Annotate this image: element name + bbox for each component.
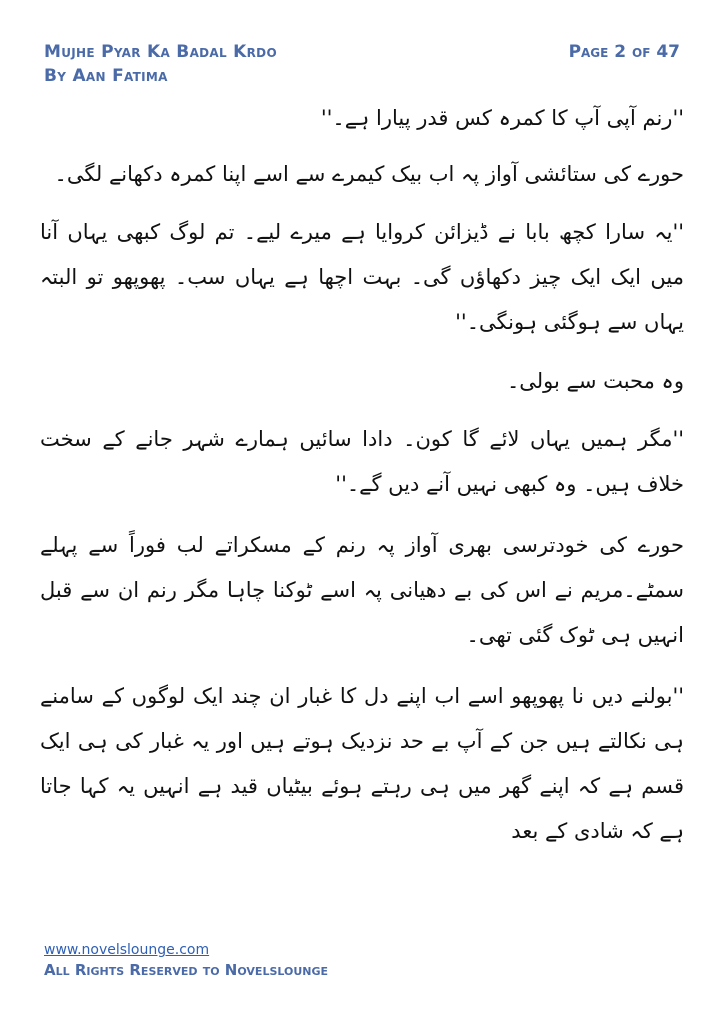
novel-body <box>40 98 684 870</box>
paragraph-1: ''رنم آپی آپ کا کمرہ کس قدر پیارا ہے۔'' <box>320 106 684 130</box>
paragraph-2: حورے کی ستائشی آواز پہ اب بیک کیمرے سے اسے اپنا کمرہ دکھانے لگی۔ <box>54 162 684 186</box>
paragraph-3: ''یہ سارا کچھ بابا نے ڈیزائن کروایا ہے میرے لیے۔ تم لوگ کبھی یہاں آنا میں ایک ایک چیز دکھاؤں گی۔ بہت اچھا ہے یہاں سب۔ پھوپھو تو البتہ یہاں سے ہوگئی ہونگی۔'' <box>40 220 684 334</box>
author-name: By Aan Fatima <box>44 66 168 86</box>
paragraph-6: حورے کی خودترسی بھری آواز پہ رنم کے مسکراتے لب فوراً سے پہلے سمٹے۔مریم نے اس کی بے دھیانی پہ اسے ٹوکنا چاہا مگر رنم ان سے قبل انہیں ہی ٹوک گئی تھی۔ <box>40 533 684 647</box>
page-header-left <box>44 40 277 88</box>
page-footer <box>44 940 328 980</box>
paragraph-5: ''مگر ہمیں یہاں لائے گا کون۔ دادا سائیں ہمارے شہر جانے کے سخت خلاف ہیں۔ وہ کبھی نہیں آنے دیں گے۔'' <box>40 427 684 496</box>
website-link[interactable]: www.novelslounge.com <box>44 942 210 958</box>
paragraph-4: وہ محبت سے بولی۔ <box>506 369 684 393</box>
novel-title: Mujhe Pyar Ka Badal Krdo <box>44 42 277 62</box>
page-number: Page 2 of 47 <box>568 42 680 62</box>
rights-notice: All Rights Reserved to Novelslounge <box>44 961 329 979</box>
paragraph-7: ''بولنے دیں نا پھوپھو اسے اب اپنے دل کا غبار ان چند ایک لوگوں کے سامنے ہی نکالتے ہیں جن کے آپ بے حد نزدیک ہوتے ہیں اور یہ غبار کی ہی ایک قسم ہے کہ اپنے گھر میں ہی رہتے ہوئے بیٹیاں قید ہے انہیں یہ کہا جاتا ہے کہ شادی کے بعد <box>40 684 684 843</box>
